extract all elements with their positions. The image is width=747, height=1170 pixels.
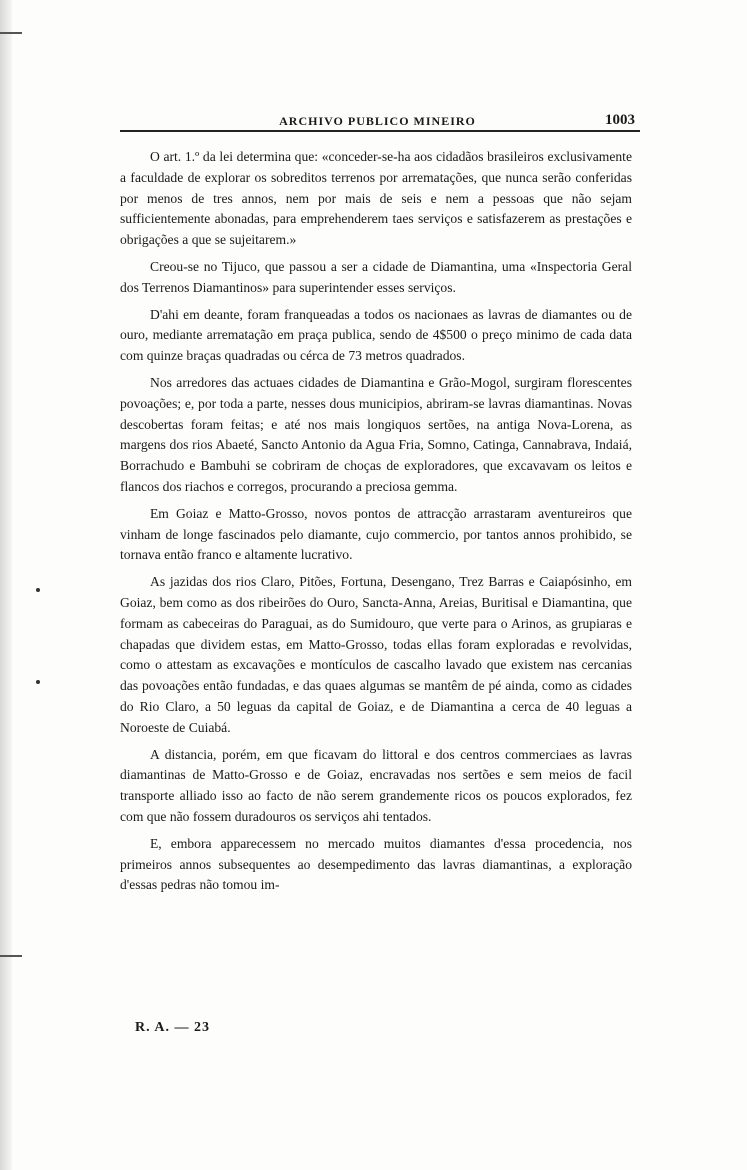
margin-dot [36,680,40,684]
paragraph: D'ahi em deante, foram franqueadas a todos os nacionaes as lavras de diamantes ou de ouro, mediante arrematação em praça publica, sendo de 4$500 o preço minimo de cada data com quinze braças quadradas ou cérca de 73 metros quadrados. [120,306,632,364]
page-left-edge [0,0,12,1170]
signature-mark: R. A. — 23 [135,1020,210,1035]
header-rule [120,130,640,132]
paragraph: O art. 1.º da lei determina que: «conceder-se-ha aos cidadãos brasileiros exclusivamente a faculdade de explorar os sobreditos terrenos por arrematações, que nunca serão conferidas por menos de tres annos, nem por mais de seis e nem a pessoas que não sejam sufficientemente abonadas, para emprehenderem taes serviços e satisfazerem as prestações e obrigações a que se sujeitarem.» [120,149,632,248]
page-number: 1003 [605,112,635,128]
paragraph: Em Goiaz e Matto-Grosso, novos pontos de attracção arrastaram aventureiros que vinham de longe fascinados pelo diamante, cujo commercio, por tantos annos prohibido, se tornava então franco e altamente lucrativo. [120,505,632,563]
paragraph: Nos arredores das actuaes cidades de Diamantina e Grão-Mogol, surgiram florescentes povoações; e, por toda a parte, nesses dous municipios, abriram-se lavras diamantinas. Novas descobertas foram feitas; e até nos mais longiquos sertões, na antiga Nova-Lorena, as margens dos rios Abaeté, Sancto Antonio da Agua Fria, Somno, Catinga, Cannabrava, Indaiá, Borrachudo e Bambuhi se cobriram de choças de exploradores, que excavavam os leitos e flancos dos riachos e corregos, procurando a preciosa gemma. [120,374,632,494]
edge-mark-top [0,32,22,34]
running-header [120,112,635,132]
paragraph: Creou-se no Tijuco, que passou a ser a cidade de Diamantina, uma «Inspectoria Geral dos Terrenos Diamantinos» para superintender esses serviços. [120,258,632,295]
paragraph: As jazidas dos rios Claro, Pitões, Fortuna, Desengano, Trez Barras e Caiapósinho, em Goiaz, bem como as dos ribeirões do Ouro, Sancta-Anna, Areias, Buritisal e Diamantina, que formam as cabeceiras do Paraguai, as do Sumidouro, que verte para o Arinos, as grupiaras e chapadas que dividem estas, em Matto-Grosso, todas ellas foram exploradas e revolvidas, como o attestam as excavações e montículos de cascalho lavado que existem nas cercanias das povoações então fundadas, e das quaes algumas se mantêm de pé ainda, como as cidades do Rio Claro, a 50 leguas da capital de Goiaz, e de Diamantina a cerca de 40 leguas a Noroeste de Cuiabá. [120,574,632,735]
running-title: ARCHIVO PUBLICO MINEIRO [279,114,476,128]
paragraph: E, embora apparecessem no mercado muitos diamantes d'essa procedencia, nos primeiros annos subsequentes ao desempedimento das lavras diamantinas, a exploração d'essas pedras não tomou im- [120,835,632,893]
body-text [120,147,632,902]
margin-dot [36,588,40,592]
paragraph: A distancia, porém, em que ficavam do littoral e dos centros commerciaes as lavras diamantinas de Matto-Grosso e de Goiaz, encravadas nos sertões e sem meios de facil transporte alliado isso ao facto de não serem grandemente ricos os poucos explorados, fez com que não fossem duradouros os serviços ahi tentados. [120,746,632,824]
edge-mark-bottom [0,955,22,957]
